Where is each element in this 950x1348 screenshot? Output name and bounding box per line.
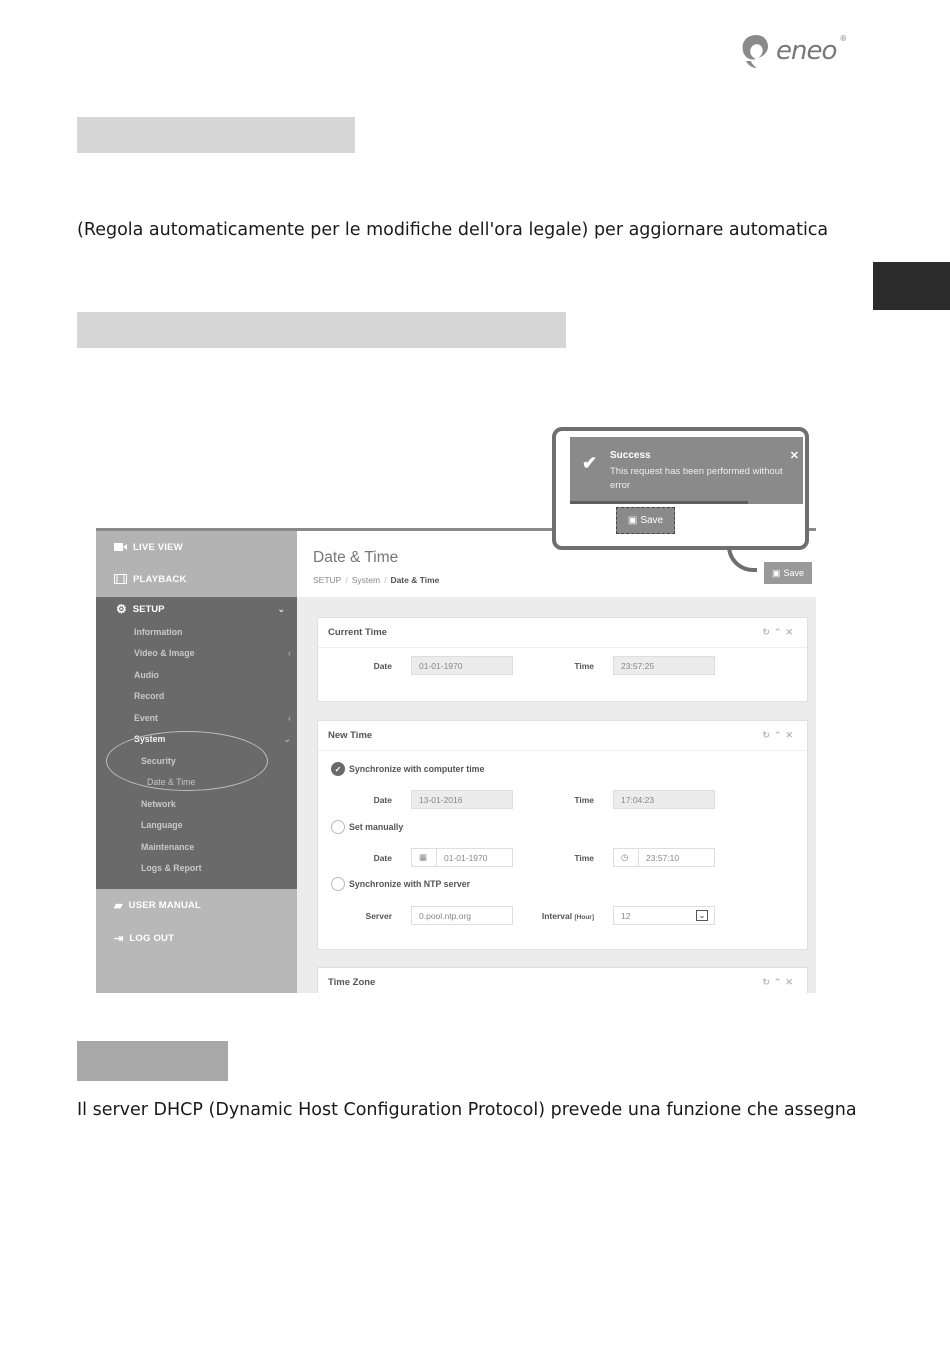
checkmark-icon: ✔ bbox=[582, 453, 598, 473]
time-label: Time bbox=[574, 852, 594, 863]
video-camera-icon bbox=[114, 542, 127, 552]
radio-label: Synchronize with NTP server bbox=[349, 879, 471, 889]
panel-header bbox=[318, 721, 807, 751]
breadcrumb-system[interactable]: System bbox=[351, 575, 381, 585]
section-heading-bar bbox=[77, 1041, 228, 1081]
gears-icon: ⚙ bbox=[116, 602, 127, 616]
ui-screenshot bbox=[96, 528, 816, 993]
interval-select[interactable] bbox=[613, 906, 715, 925]
eneo-logo bbox=[738, 30, 848, 72]
panel-title: New Time bbox=[328, 730, 373, 741]
toast-progress-bar bbox=[570, 501, 748, 504]
manual-time-input[interactable]: 23:57:10 bbox=[639, 848, 715, 867]
save-button[interactable] bbox=[764, 562, 812, 584]
computer-time-field: 17:04:23 bbox=[613, 790, 715, 809]
nav-live-view-label: LIVE VIEW bbox=[133, 541, 183, 553]
sync-ntp-radio[interactable] bbox=[331, 877, 470, 891]
section-heading-bar bbox=[77, 312, 566, 348]
sidebar-item-network[interactable]: Network bbox=[141, 798, 176, 809]
time-label: Time bbox=[574, 660, 594, 671]
panel-title: Time Zone bbox=[328, 977, 376, 988]
sync-computer-radio[interactable] bbox=[331, 762, 484, 776]
nav-user-manual-label: USER MANUAL bbox=[128, 900, 202, 911]
sidebar-item-audio[interactable]: Audio bbox=[134, 669, 159, 680]
logo-text: eneo bbox=[776, 36, 837, 66]
toast-message: This request has been performed without error bbox=[610, 466, 783, 491]
radio-icon bbox=[331, 877, 345, 891]
chevron-left-icon: ‹ bbox=[288, 712, 291, 723]
callout-save-label: Save bbox=[640, 515, 664, 526]
sidebar bbox=[96, 531, 297, 993]
manual-date-input[interactable]: 01-01-1970 bbox=[437, 848, 513, 867]
new-time-panel bbox=[317, 720, 808, 950]
panel-header bbox=[318, 968, 807, 993]
time-zone-panel bbox=[317, 967, 808, 993]
callout-save-button[interactable] bbox=[616, 507, 675, 534]
nav-setup[interactable] bbox=[96, 597, 297, 621]
computer-date-field: 13-01-2016 bbox=[411, 790, 513, 809]
date-label: Date bbox=[373, 794, 392, 805]
sidebar-item-label: Event bbox=[134, 712, 158, 723]
panel-title: Current Time bbox=[328, 627, 387, 638]
date-label: Date bbox=[373, 660, 392, 671]
setup-menu bbox=[96, 597, 297, 889]
sidebar-item-security[interactable]: Security bbox=[141, 755, 176, 766]
save-button-label: Save bbox=[783, 568, 805, 578]
interval-label bbox=[534, 911, 594, 921]
date-label: Date bbox=[373, 852, 392, 863]
highlight-oval bbox=[106, 731, 268, 791]
nav-log-out-label: LOG OUT bbox=[129, 933, 175, 944]
server-label: Server bbox=[365, 910, 392, 921]
sidebar-item-label: Video & Image bbox=[134, 648, 195, 659]
sidebar-item-information[interactable]: Information bbox=[134, 626, 183, 637]
success-toast bbox=[570, 437, 803, 504]
breadcrumb: SETUP / System / Date & Time bbox=[313, 575, 440, 585]
toast-title: Success bbox=[610, 450, 651, 461]
chevron-down-icon: ⌄ bbox=[277, 603, 285, 614]
main-content bbox=[297, 531, 816, 993]
eneo-logo-icon bbox=[738, 31, 772, 71]
chevron-down-icon: ⌄ bbox=[283, 733, 291, 744]
panel-header bbox=[318, 618, 807, 648]
sidebar-item-logs-report[interactable]: Logs & Report bbox=[141, 863, 202, 874]
chevron-left-icon: ‹ bbox=[288, 648, 291, 659]
breadcrumb-current: Date & Time bbox=[390, 575, 440, 585]
sidebar-item-language[interactable]: Language bbox=[141, 820, 183, 831]
sidebar-item-event[interactable] bbox=[96, 707, 297, 729]
time-label: Time bbox=[574, 794, 594, 805]
floppy-icon: ▣ bbox=[627, 515, 638, 526]
section-heading-bar bbox=[77, 117, 355, 153]
nav-playback[interactable] bbox=[96, 563, 297, 595]
logo-trademark: ® bbox=[840, 34, 847, 43]
logout-icon: ⇥ bbox=[114, 933, 124, 945]
checked-radio-icon: ✓ bbox=[331, 762, 345, 776]
panel-tools[interactable]: ↻⌃✕ bbox=[762, 627, 797, 637]
nav-live-view[interactable] bbox=[96, 531, 297, 563]
sidebar-item-date-time[interactable]: Date & Time bbox=[147, 777, 196, 788]
sidebar-item-maintenance[interactable]: Maintenance bbox=[141, 841, 195, 852]
nav-log-out[interactable] bbox=[96, 922, 297, 955]
panel-tools[interactable]: ↻⌃✕ bbox=[762, 977, 797, 987]
book-icon: ▰ bbox=[114, 900, 123, 912]
clock-icon[interactable]: ◷ bbox=[613, 848, 639, 867]
current-date-field: 01-01-1970 bbox=[411, 656, 513, 675]
body-paragraph: Il server DHCP (Dynamic Host Configuration Protocol) prevede una funzione che assegna bbox=[77, 1100, 857, 1120]
page-title: Date & Time bbox=[313, 549, 399, 566]
interval-value: 12 bbox=[621, 910, 631, 921]
calendar-icon[interactable]: ▦ bbox=[411, 848, 437, 867]
radio-label: Synchronize with computer time bbox=[349, 764, 485, 774]
nav-setup-label: SETUP bbox=[132, 603, 165, 615]
interval-label-text: Interval bbox=[541, 910, 573, 921]
close-icon[interactable]: ✕ bbox=[789, 450, 799, 462]
radio-label: Set manually bbox=[349, 822, 404, 832]
chevron-down-icon: ⌄ bbox=[696, 910, 708, 921]
radio-icon bbox=[331, 820, 345, 834]
sidebar-item-video-image[interactable] bbox=[96, 643, 297, 665]
ntp-server-input[interactable]: 0.pool.ntp.org bbox=[411, 906, 513, 925]
film-icon bbox=[114, 574, 127, 584]
interval-unit: [Hour] bbox=[574, 913, 594, 921]
set-manually-radio[interactable] bbox=[331, 820, 403, 834]
sidebar-item-record[interactable]: Record bbox=[134, 691, 165, 702]
panel-tools[interactable]: ↻⌃✕ bbox=[762, 730, 797, 740]
breadcrumb-setup[interactable]: SETUP bbox=[313, 575, 342, 585]
chapter-tab bbox=[873, 262, 950, 310]
body-paragraph: (Regola automaticamente per le modifiche dell'ora legale) per aggiornare automatica bbox=[77, 220, 829, 240]
nav-user-manual[interactable] bbox=[96, 889, 297, 922]
floppy-icon: ▣ bbox=[771, 567, 781, 578]
sidebar-item-label: System bbox=[134, 734, 166, 745]
current-time-panel bbox=[317, 617, 808, 702]
current-time-field: 23:57:25 bbox=[613, 656, 715, 675]
nav-playback-label: PLAYBACK bbox=[133, 573, 187, 585]
